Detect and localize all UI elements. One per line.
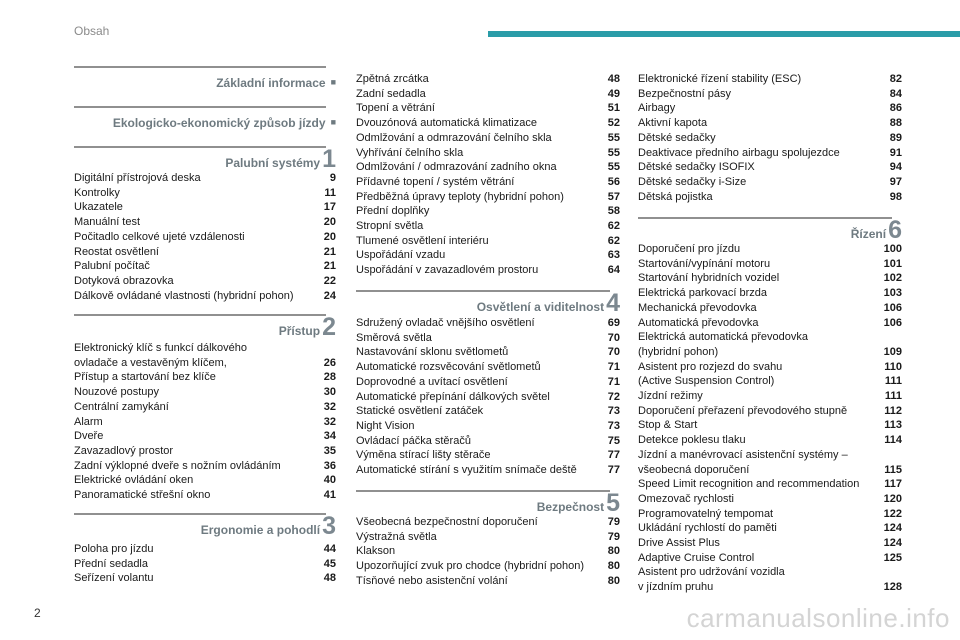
toc-entry-title: Elektrická parkovací brzda <box>638 287 767 300</box>
toc-entry-page: 45 <box>323 557 336 570</box>
section-heading-3[interactable] <box>74 512 336 540</box>
toc-entry-title: Vyhřívání čelního skla <box>356 146 464 159</box>
toc-entry-page: 88 <box>889 117 902 130</box>
toc-entry-page: 32 <box>323 415 336 428</box>
toc-entry-title: Startování hybridních vozidel <box>638 272 780 285</box>
toc-entry-title: Dvouzónová automatická klimatizace <box>356 117 537 130</box>
toc-entry[interactable] <box>74 557 336 572</box>
toc-entry-title: Stropní světla <box>356 220 424 233</box>
toc-entry[interactable] <box>74 274 336 289</box>
toc-entry-page: 52 <box>607 117 620 130</box>
toc-entry-page: 97 <box>889 175 902 188</box>
toc-entry-page: 58 <box>607 205 620 218</box>
toc-entry-page: 41 <box>323 489 336 502</box>
toc-entry-page: 122 <box>883 507 902 520</box>
toc-entry-title: Dotyková obrazovka <box>74 274 174 287</box>
toc-entry-page: 110 <box>884 360 902 373</box>
page-number: 2 <box>34 606 41 620</box>
toc-entry[interactable] <box>356 574 620 589</box>
toc-entry[interactable] <box>74 444 336 459</box>
section-heading-5[interactable] <box>356 489 620 517</box>
section-heading-2[interactable] <box>74 313 336 341</box>
toc-entry-title: Přední doplňky <box>356 205 430 218</box>
toc-entry-page: 69 <box>607 317 620 329</box>
toc-entry-title: Asistent pro rozjezd do svahu <box>638 360 783 373</box>
toc-entry-page: 89 <box>889 131 902 144</box>
toc-list <box>356 515 620 589</box>
toc-entry[interactable] <box>74 571 336 586</box>
toc-entry[interactable] <box>638 190 902 205</box>
toc-entry-page: 55 <box>607 131 620 144</box>
toc-entry[interactable] <box>356 131 620 146</box>
toc-entry-page: 80 <box>607 545 620 558</box>
toc-entry-page: 82 <box>889 73 902 85</box>
toc-entry-page: 113 <box>884 419 902 432</box>
section-title: Palubní systémy <box>225 156 321 170</box>
toc-entry-page: 24 <box>323 289 336 302</box>
toc-entry-page: 94 <box>889 161 902 174</box>
toc-entry[interactable] <box>356 101 620 116</box>
toc-entry-title: Přístup a startování bez klíče <box>74 371 216 384</box>
toc-entry-title: Ukládání rychlostí do paměti <box>638 522 777 535</box>
toc-entry-title: Doporučení pro jízdu <box>638 243 741 255</box>
section-heading-1[interactable] <box>74 145 336 173</box>
toc-entry[interactable] <box>74 245 336 260</box>
toc-entry-title: Programovatelný tempomat <box>638 507 774 520</box>
toc-list <box>74 341 336 503</box>
toc-entry-title: Dětská pojistka <box>638 190 713 203</box>
toc-entry[interactable] <box>356 404 620 419</box>
toc-entry-page: 112 <box>884 404 902 417</box>
toc-entry-title: Ovládací páčka stěračů <box>356 434 471 447</box>
section-number: 5 <box>606 489 620 517</box>
toc-entry-title: Seřízení volantu <box>74 572 154 585</box>
watermark: carmanualsonline.info <box>686 603 950 633</box>
toc-entry[interactable] <box>638 565 902 594</box>
section-title: Bezpečnost <box>536 500 605 514</box>
toc-entry-title: Nouzové postupy <box>74 386 159 399</box>
toc-entry[interactable] <box>638 286 902 301</box>
toc-entry-page: 120 <box>883 492 902 505</box>
toc-entry-page: 11 <box>324 186 336 199</box>
toc-entry[interactable] <box>638 507 902 522</box>
toc-entry-title: Alarm <box>74 415 103 428</box>
toc-entry[interactable] <box>638 116 902 131</box>
toc-entry[interactable] <box>638 536 902 551</box>
toc-entry-title: Všeobecná bezpečnostní doporučení <box>356 516 538 528</box>
toc-entry-page: 124 <box>883 522 902 535</box>
toc-entry[interactable] <box>638 301 902 316</box>
toc-entry[interactable] <box>356 204 620 219</box>
toc-entry-title: Doporučení přeřazení převodového stupně <box>638 404 848 417</box>
square-bullet-icon: ■ <box>330 117 336 127</box>
toc-entry-title: Upozorňující zvuk pro chodce (hybridní pohon) <box>356 560 585 573</box>
toc-entry-page: 44 <box>323 543 336 555</box>
toc-entry[interactable] <box>638 418 902 433</box>
toc-entry-title: Startování/vypínání motoru <box>638 257 771 270</box>
toc-entry-page: 34 <box>323 430 336 443</box>
toc-entry-page: 128 <box>883 581 902 594</box>
toc-entry-title: Dětské sedačky ISOFIX <box>638 161 755 174</box>
toc-entry-title: Zpětná zrcátka <box>356 73 429 85</box>
toc-entry-page: 70 <box>607 331 620 344</box>
toc-entry[interactable] <box>356 559 620 574</box>
toc-entry-page: 79 <box>607 516 620 528</box>
toc-entry[interactable] <box>638 448 902 477</box>
toc-entry[interactable] <box>638 551 902 566</box>
toc-entry-page: 98 <box>889 190 902 203</box>
toc-entry-title: Kontrolky <box>74 186 120 199</box>
toc-entry-title: Adaptive Cruise Control <box>638 551 755 564</box>
section-title: Základní informace <box>216 76 326 90</box>
section-number: 6 <box>888 216 902 244</box>
toc-entry[interactable] <box>356 87 620 102</box>
toc-entry-page: 109 <box>883 345 902 358</box>
toc-entry-title: Panoramatické střešní okno <box>74 489 211 502</box>
section-heading-eko[interactable] <box>74 106 336 130</box>
toc-entry-page: 86 <box>889 102 902 115</box>
toc-entry-title: Drive Assist Plus <box>638 537 720 550</box>
toc-entry[interactable] <box>638 87 902 102</box>
toc-entry[interactable] <box>356 72 620 87</box>
toc-entry-title: Tísňové nebo asistenční volání <box>356 574 508 587</box>
toc-entry-title: Dětské sedačky i-Size <box>638 175 747 188</box>
toc-entry[interactable] <box>356 515 620 530</box>
toc-entry-title: Automatická převodovka <box>638 316 759 329</box>
toc-entry-page: 56 <box>607 175 620 188</box>
toc-entry-title: Ukazatele <box>74 201 123 214</box>
section-number: 1 <box>322 145 336 173</box>
toc-entry[interactable] <box>356 219 620 234</box>
square-bullet-icon: ■ <box>330 77 336 87</box>
toc-entry-page: 17 <box>323 201 336 214</box>
toc-entry[interactable] <box>356 160 620 175</box>
toc-entry-title: Výstražná světla <box>356 530 437 543</box>
toc-entry-title: Zadní výklopné dveře s nožním ovládáním <box>74 459 281 472</box>
toc-entry-page: 35 <box>323 444 336 457</box>
toc-entry[interactable] <box>638 316 902 331</box>
toc-list <box>638 242 902 595</box>
toc-entry-title: Přední sedadla <box>74 557 148 570</box>
toc-entry-title: Počitadlo celkové ujeté vzdálenosti <box>74 230 245 243</box>
toc-entry-page: 20 <box>323 230 336 243</box>
toc-entry-title: Reostat osvětlení <box>74 245 159 258</box>
toc-entry[interactable] <box>356 345 620 360</box>
toc-entry[interactable] <box>638 72 902 87</box>
toc-entry[interactable] <box>638 175 902 190</box>
toc-entry-page: 20 <box>323 216 336 229</box>
toc-list <box>356 72 620 278</box>
toc-entry-page: 117 <box>884 478 902 491</box>
toc-entry-page: 80 <box>607 560 620 573</box>
toc-entry-title: (Active Suspension Control) <box>638 375 775 388</box>
toc-entry-title: Centrální zamykání <box>74 400 169 413</box>
toc-entry-page: 84 <box>889 87 902 100</box>
toc-entry[interactable] <box>638 492 902 507</box>
section-heading-zakladni[interactable] <box>74 66 336 90</box>
header-accent-bar <box>488 31 960 37</box>
section-number: 3 <box>322 512 336 540</box>
toc-list <box>74 171 336 303</box>
toc-entry[interactable] <box>74 200 336 215</box>
toc-entry-page: 21 <box>323 260 336 273</box>
toc-entry-title: Airbagy <box>638 102 676 115</box>
toc-entry-title: Klakson <box>356 545 396 558</box>
toc-entry-title: Předběžná úpravy teploty (hybridní pohon) <box>356 190 564 203</box>
toc-entry-page: 64 <box>607 264 620 277</box>
toc-entry-title: Mechanická převodovka <box>638 301 757 314</box>
toc-entry-title: Jízdní a manévrovací asistenční systémy – všeobecná doporučení <box>638 448 848 476</box>
toc-entry-page: 63 <box>607 249 620 262</box>
toc-entry-title: Asistent pro udržování vozidla v jízdním pruhu <box>638 566 785 594</box>
toc-entry-page: 70 <box>607 346 620 359</box>
header-label: Obsah <box>74 24 110 38</box>
toc-entry-title: Přídavné topení / systém větrání <box>356 175 515 188</box>
toc-entry[interactable] <box>356 248 620 263</box>
section-title: Řízení <box>850 227 887 241</box>
toc-entry[interactable] <box>638 360 902 375</box>
toc-entry[interactable] <box>638 389 902 404</box>
toc-entry-title: Uspořádání vzadu <box>356 249 446 262</box>
toc-entry-page: 22 <box>323 274 336 287</box>
toc-entry-page: 48 <box>607 73 620 85</box>
toc-entry-page: 73 <box>607 419 620 432</box>
toc-entry-title: Výměna stírací lišty stěrače <box>356 449 491 462</box>
toc-entry-page: 111 <box>884 390 902 403</box>
toc-entry[interactable] <box>74 429 336 444</box>
toc-entry-page: 102 <box>883 272 902 285</box>
toc-entry[interactable] <box>74 259 336 274</box>
toc-entry-page: 21 <box>323 245 336 258</box>
toc-entry[interactable] <box>74 400 336 415</box>
toc-entry[interactable] <box>638 257 902 272</box>
toc-entry-title: Automatické stírání s využitím snímače deště <box>356 464 577 477</box>
toc-entry[interactable] <box>356 360 620 375</box>
toc-entry-page: 106 <box>883 301 902 314</box>
toc-entry-title: Palubní počítač <box>74 260 150 273</box>
toc-entry[interactable] <box>356 544 620 559</box>
toc-entry[interactable] <box>74 459 336 474</box>
toc-entry-title: Automatické přepínání dálkových světel <box>356 390 550 403</box>
toc-entry-title: Manuální test <box>74 216 141 229</box>
section-heading-6[interactable] <box>638 216 902 244</box>
toc-entry-page: 115 <box>884 463 902 476</box>
toc-entry-title: Tlumené osvětlení interiéru <box>356 234 489 247</box>
toc-entry-page: 71 <box>607 361 620 374</box>
toc-entry[interactable] <box>638 160 902 175</box>
toc-entry[interactable] <box>356 263 620 278</box>
toc-entry-page: 79 <box>607 530 620 543</box>
toc-entry-title: Poloha pro jízdu <box>74 543 154 555</box>
toc-entry[interactable] <box>74 230 336 245</box>
toc-entry-title: Bezpečnostní pásy <box>638 87 731 100</box>
toc-entry[interactable] <box>638 330 902 359</box>
toc-entry-page: 106 <box>883 316 902 329</box>
toc-entry-page: 124 <box>883 537 902 550</box>
toc-entry-title: Stop & Start <box>638 419 698 432</box>
toc-entry-title: Elektrické ovládání oken <box>74 474 194 487</box>
toc-entry[interactable] <box>638 146 902 161</box>
toc-entry-page: 62 <box>607 220 620 233</box>
toc-entry[interactable] <box>638 131 902 146</box>
toc-entry-page: 51 <box>607 102 620 115</box>
toc-entry-title: Zavazadlový prostor <box>74 444 174 457</box>
toc-entry[interactable] <box>356 190 620 205</box>
toc-entry-page: 75 <box>607 434 620 447</box>
toc-entry[interactable] <box>356 316 620 331</box>
toc-entry[interactable] <box>356 390 620 405</box>
section-title: Přístup <box>278 324 321 338</box>
section-number: 4 <box>606 289 620 317</box>
toc-entry-page: 72 <box>607 390 620 403</box>
toc-entry[interactable] <box>356 463 620 478</box>
toc-entry-title: Dětské sedačky <box>638 131 716 144</box>
toc-entry-title: Dveře <box>74 430 104 443</box>
toc-entry[interactable] <box>638 404 902 419</box>
toc-entry[interactable] <box>74 415 336 430</box>
toc-entry[interactable] <box>638 271 902 286</box>
toc-entry-page: 57 <box>607 190 620 203</box>
section-number: 2 <box>322 313 336 341</box>
toc-entry[interactable] <box>356 448 620 463</box>
toc-entry-title: Doprovodné a uvítací osvětlení <box>356 375 508 388</box>
toc-entry[interactable] <box>638 433 902 448</box>
toc-entry-page: 91 <box>889 146 902 159</box>
toc-entry-page: 114 <box>884 434 902 447</box>
toc-entry-title: Zadní sedadla <box>356 87 426 100</box>
toc-entry-page: 111 <box>884 375 902 388</box>
toc-entry-title: Speed Limit recognition and recommendation <box>638 478 860 491</box>
toc-entry[interactable] <box>74 171 336 186</box>
toc-entry-page: 32 <box>323 400 336 413</box>
toc-entry-title: Night Vision <box>356 419 415 432</box>
toc-entry-page: 62 <box>607 234 620 247</box>
toc-entry[interactable] <box>74 488 336 503</box>
toc-entry-page: 77 <box>607 464 620 477</box>
toc-entry-title: Nastavování sklonu světlometů <box>356 346 509 359</box>
toc-entry[interactable] <box>356 116 620 131</box>
toc-entry-title: Digitální přístrojová deska <box>74 172 201 184</box>
toc-entry-page: 28 <box>323 371 336 384</box>
toc-entry-title: Topení a větrání <box>356 102 435 115</box>
toc-entry[interactable] <box>74 370 336 385</box>
toc-entry-title: Elektronické řízení stability (ESC) <box>638 73 802 85</box>
toc-entry-page: 80 <box>607 574 620 587</box>
toc-entry-title: Odmlžování a odmrazování čelního skla <box>356 131 552 144</box>
toc-entry-page: 36 <box>323 459 336 472</box>
toc-entry[interactable] <box>74 542 336 557</box>
toc-entry-page: 30 <box>323 386 336 399</box>
toc-entry-title: Dálkově ovládané vlastnosti (hybridní pohon) <box>74 289 294 302</box>
toc-list <box>638 72 902 204</box>
toc-entry-title: Automatické rozsvěcování světlometů <box>356 361 541 374</box>
toc-entry[interactable] <box>356 175 620 190</box>
toc-entry-page: 49 <box>607 87 620 100</box>
toc-entry[interactable] <box>638 374 902 389</box>
toc-entry-title: Uspořádání v zavazadlovém prostoru <box>356 264 539 277</box>
toc-entry-title: Jízdní režimy <box>638 390 703 403</box>
toc-entry-title: Elektronický klíč s funkcí dálkového ovladače a vestavěným klíčem, <box>74 342 248 369</box>
toc-entry-page: 101 <box>883 257 902 270</box>
toc-entry[interactable] <box>638 101 902 116</box>
toc-entry-title: Statické osvětlení zatáček <box>356 405 484 418</box>
toc-entry[interactable] <box>356 234 620 249</box>
toc-entry[interactable] <box>356 146 620 161</box>
toc-list <box>74 542 336 586</box>
toc-entry-page: 103 <box>883 287 902 300</box>
toc-entry[interactable] <box>74 385 336 400</box>
toc-entry[interactable] <box>638 521 902 536</box>
toc-entry-title: Detekce poklesu tlaku <box>638 434 746 447</box>
toc-list <box>356 316 620 478</box>
toc-entry[interactable] <box>74 215 336 230</box>
toc-entry-page: 71 <box>607 375 620 388</box>
toc-entry[interactable] <box>638 477 902 492</box>
toc-entry[interactable] <box>356 419 620 434</box>
section-title: Ekologicko-ekonomický způsob jízdy <box>112 116 326 130</box>
toc-entry-title: Odmlžování / odmrazování zadního okna <box>356 161 557 174</box>
toc-entry-title: Omezovač rychlosti <box>638 492 734 505</box>
toc-entry-page: 100 <box>883 243 902 255</box>
toc-entry-page: 40 <box>323 474 336 487</box>
toc-entry-title: Směrová světla <box>356 331 432 344</box>
toc-entry-page: 55 <box>607 146 620 159</box>
toc-entry-title: Aktivní kapota <box>638 117 708 130</box>
toc-entry-page: 77 <box>607 449 620 462</box>
toc-entry[interactable] <box>74 341 336 370</box>
toc-entry[interactable] <box>356 331 620 346</box>
toc-entry-page: 9 <box>329 172 336 184</box>
toc-entry-title: Elektrická automatická převodovka (hybridní pohon) <box>638 331 808 358</box>
toc-entry[interactable] <box>638 242 902 257</box>
toc-entry[interactable] <box>356 530 620 545</box>
toc-entry[interactable] <box>356 375 620 390</box>
toc-entry[interactable] <box>74 186 336 201</box>
toc-entry-page: 26 <box>323 356 336 369</box>
toc-entry-page: 73 <box>607 405 620 418</box>
toc-entry[interactable] <box>74 473 336 488</box>
toc-entry-title: Deaktivace předního airbagu spolujezdce <box>638 146 840 159</box>
toc-entry-title: Sdružený ovladač vnějšího osvětlení <box>356 317 535 329</box>
toc-entry-page: 125 <box>883 551 902 564</box>
toc-entry[interactable] <box>356 434 620 449</box>
toc-entry-page: 55 <box>607 161 620 174</box>
section-title: Ergonomie a pohodlí <box>200 523 321 537</box>
toc-entry-page: 48 <box>323 572 336 585</box>
toc-entry[interactable] <box>74 289 336 304</box>
section-title: Osvětlení a viditelnost <box>476 300 605 314</box>
section-heading-4[interactable] <box>356 289 620 317</box>
